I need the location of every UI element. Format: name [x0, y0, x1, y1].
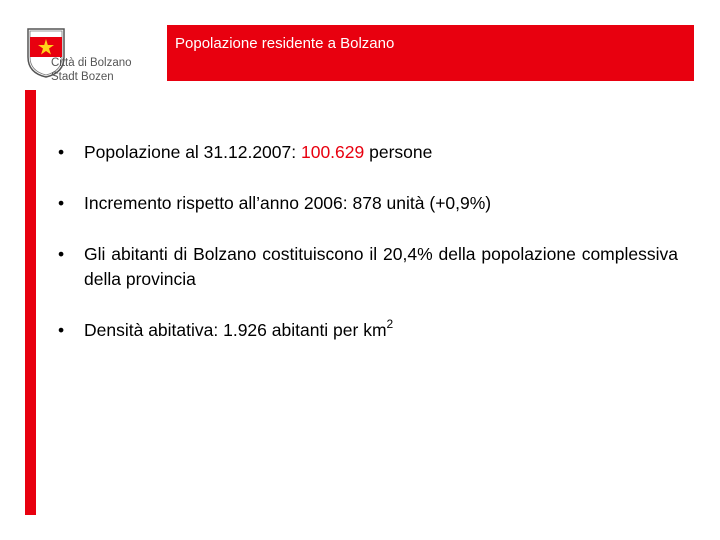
superscript: 2 [386, 317, 394, 332]
bullet-increase [58, 191, 678, 216]
bullet-dot-icon: • [58, 193, 65, 213]
bullet-text: Popolazione al 31.12.2007: [84, 142, 301, 162]
slide-title: Popolazione residente a Bolzano [175, 35, 395, 52]
bullet-text: Incremento rispetto all’anno 2006: 878 unità (+0,9%) [84, 193, 492, 213]
bullet-text: Gli abitanti di Bolzano costituiscono il 20,4% della popolazione complessiva della provincia [84, 244, 678, 289]
bullet-dot-icon: • [58, 244, 65, 264]
bullet-dot-icon: • [58, 320, 65, 340]
city-logo [24, 27, 164, 89]
bullet-density [58, 318, 678, 343]
bullet-text-suffix: persone [364, 142, 433, 162]
title-bar [167, 25, 694, 81]
logo-text-italian: Città di Bolzano [51, 57, 132, 69]
bullet-share [58, 242, 678, 292]
bullet-list [58, 140, 678, 369]
side-accent-bar [25, 90, 36, 515]
bullet-dot-icon: • [58, 142, 65, 162]
bullet-population [58, 140, 678, 165]
population-value: 100.629 [300, 142, 365, 162]
logo-text-german: Stadt Bozen [51, 71, 114, 83]
bullet-text: Densità abitativa: 1.926 abitanti per km [84, 320, 387, 340]
